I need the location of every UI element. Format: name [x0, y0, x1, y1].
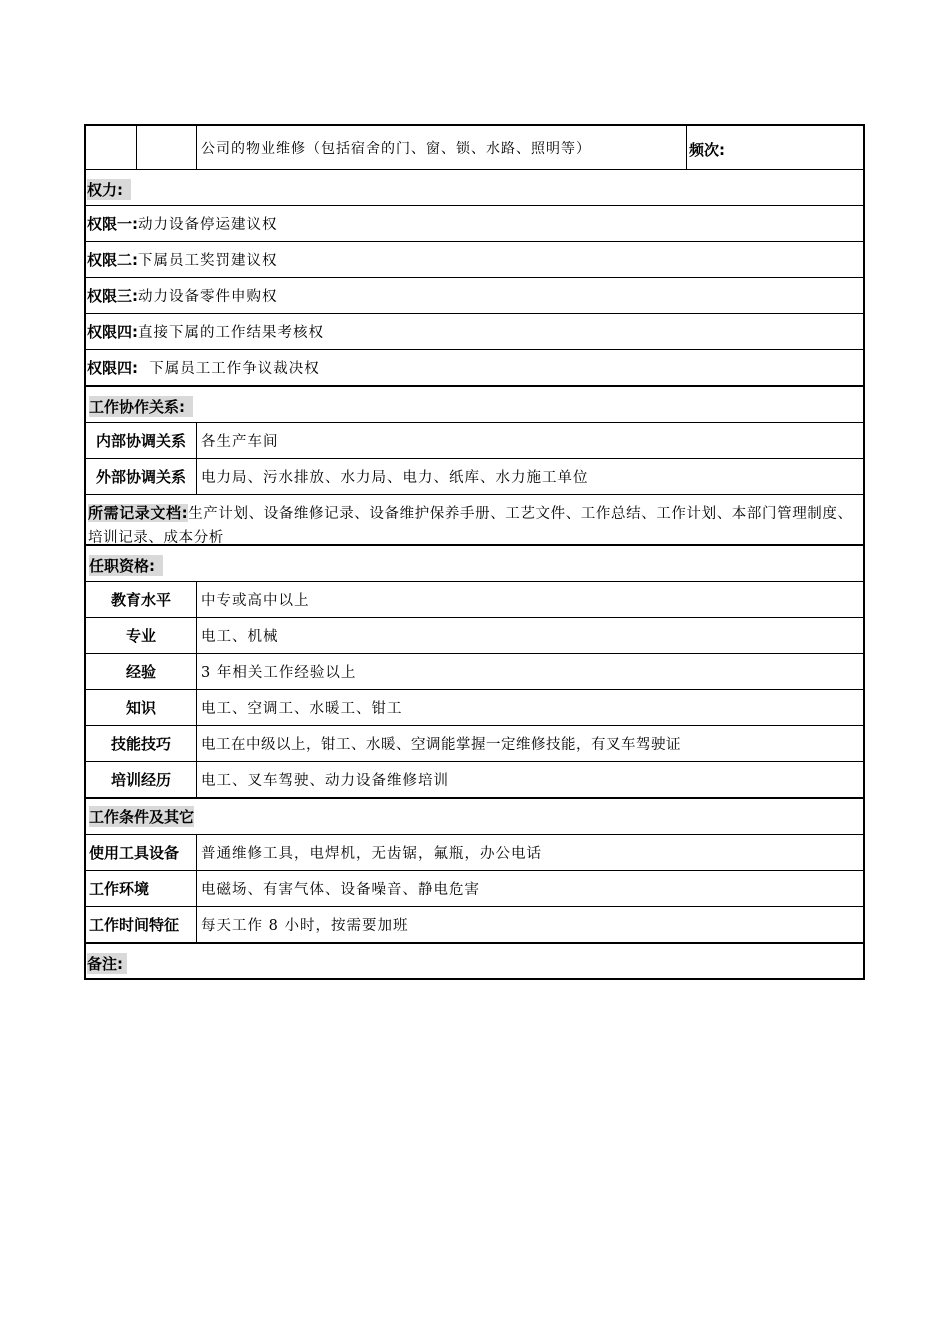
- empty-cell: [86, 126, 136, 169]
- authority-text: 动力设备停运建议权: [138, 217, 278, 233]
- condition-row: [84, 835, 865, 871]
- frequency-cell: [686, 126, 863, 169]
- qualification-label: 知识: [125, 699, 156, 717]
- condition-value: 普通维修工具，电焊机，无齿锯，氟瓶，办公电话: [196, 835, 863, 870]
- frequency-label: 频次:: [689, 141, 725, 159]
- condition-value: 每天工作 8 小时，按需要加班: [196, 907, 863, 942]
- authority-item-row: [84, 350, 865, 387]
- authority-text: 下属员工工作争议裁决权: [138, 361, 320, 377]
- notes-label: 备注:: [87, 953, 127, 974]
- records-text: 生产计划、设备维修记录、设备维护保养手册、工艺文件、工作总结、工作计划、本部门管理制度、培训记录、成本分析: [88, 506, 853, 546]
- qualification-row: [84, 654, 865, 690]
- external-coordination-value: 电力局、污水排放、水力局、电力、纸库、水力施工单位: [196, 459, 863, 494]
- external-coordination-row: [84, 459, 865, 495]
- notes-row: [84, 943, 865, 980]
- authority-text: 下属员工奖罚建议权: [138, 253, 278, 269]
- qualifications-heading: 任职资格:: [89, 555, 163, 576]
- qualification-value: 电工在中级以上，钳工、水暖、空调能掌握一定维修技能，有叉车驾驶证: [196, 726, 863, 761]
- qualification-value: 电工、机械: [196, 618, 863, 653]
- conditions-heading-row: [84, 799, 865, 835]
- qualification-value: 电工、叉车驾驶、动力设备维修培训: [196, 762, 863, 797]
- qualification-value: 电工、空调工、水暖工、钳工: [196, 690, 863, 725]
- authority-text: 动力设备零件申购权: [138, 289, 278, 305]
- records-cell: [86, 495, 863, 544]
- task-description: 公司的物业维修（包括宿舍的门、窗、锁、水路、照明等）: [196, 126, 686, 169]
- authority-label: 权限四:: [87, 323, 138, 341]
- empty-cell: [136, 126, 196, 169]
- job-description-table: [84, 124, 865, 980]
- authority-label: 权限四:: [87, 359, 138, 377]
- condition-row: [84, 871, 865, 907]
- internal-coordination-row: [84, 423, 865, 459]
- condition-label: 工作时间特征: [89, 916, 180, 934]
- condition-label: 使用工具设备: [89, 844, 180, 862]
- qualifications-heading-row: [84, 546, 865, 582]
- conditions-heading: 工作条件及其它: [89, 808, 195, 826]
- authority-heading-row: [84, 170, 865, 206]
- authority-item-row: [84, 278, 865, 314]
- authority-heading: 权力:: [87, 179, 131, 200]
- qualification-label: 培训经历: [110, 771, 171, 789]
- qualification-label: 专业: [125, 627, 156, 645]
- qualification-row: [84, 762, 865, 799]
- qualification-row: [84, 690, 865, 726]
- qualification-row: [84, 582, 865, 618]
- external-coordination-label: 外部协调关系: [95, 468, 186, 486]
- cooperation-heading-row: [84, 387, 865, 423]
- qualification-row: [84, 618, 865, 654]
- qualification-row: [84, 726, 865, 762]
- authority-item-row: [84, 206, 865, 242]
- authority-label: 权限一:: [87, 215, 138, 233]
- task-row: [84, 124, 865, 170]
- records-row: [84, 495, 865, 546]
- qualification-value: 3 年相关工作经验以上: [196, 654, 863, 689]
- authority-item-row: [84, 242, 865, 278]
- qualification-label: 教育水平: [110, 591, 171, 609]
- authority-label: 权限二:: [87, 251, 138, 269]
- qualification-value: 中专或高中以上: [196, 582, 863, 617]
- qualification-label: 技能技巧: [110, 735, 171, 753]
- condition-label: 工作环境: [89, 880, 150, 898]
- qualification-label: 经验: [125, 663, 156, 681]
- authority-label: 权限三:: [87, 287, 138, 305]
- condition-value: 电磁场、有害气体、设备噪音、静电危害: [196, 871, 863, 906]
- records-label: 所需记录文档:: [88, 504, 189, 522]
- authority-text: 直接下属的工作结果考核权: [138, 325, 324, 341]
- authority-item-row: [84, 314, 865, 350]
- condition-row: [84, 907, 865, 943]
- internal-coordination-label: 内部协调关系: [95, 432, 186, 450]
- cooperation-heading: 工作协作关系:: [89, 396, 193, 417]
- internal-coordination-value: 各生产车间: [196, 423, 863, 458]
